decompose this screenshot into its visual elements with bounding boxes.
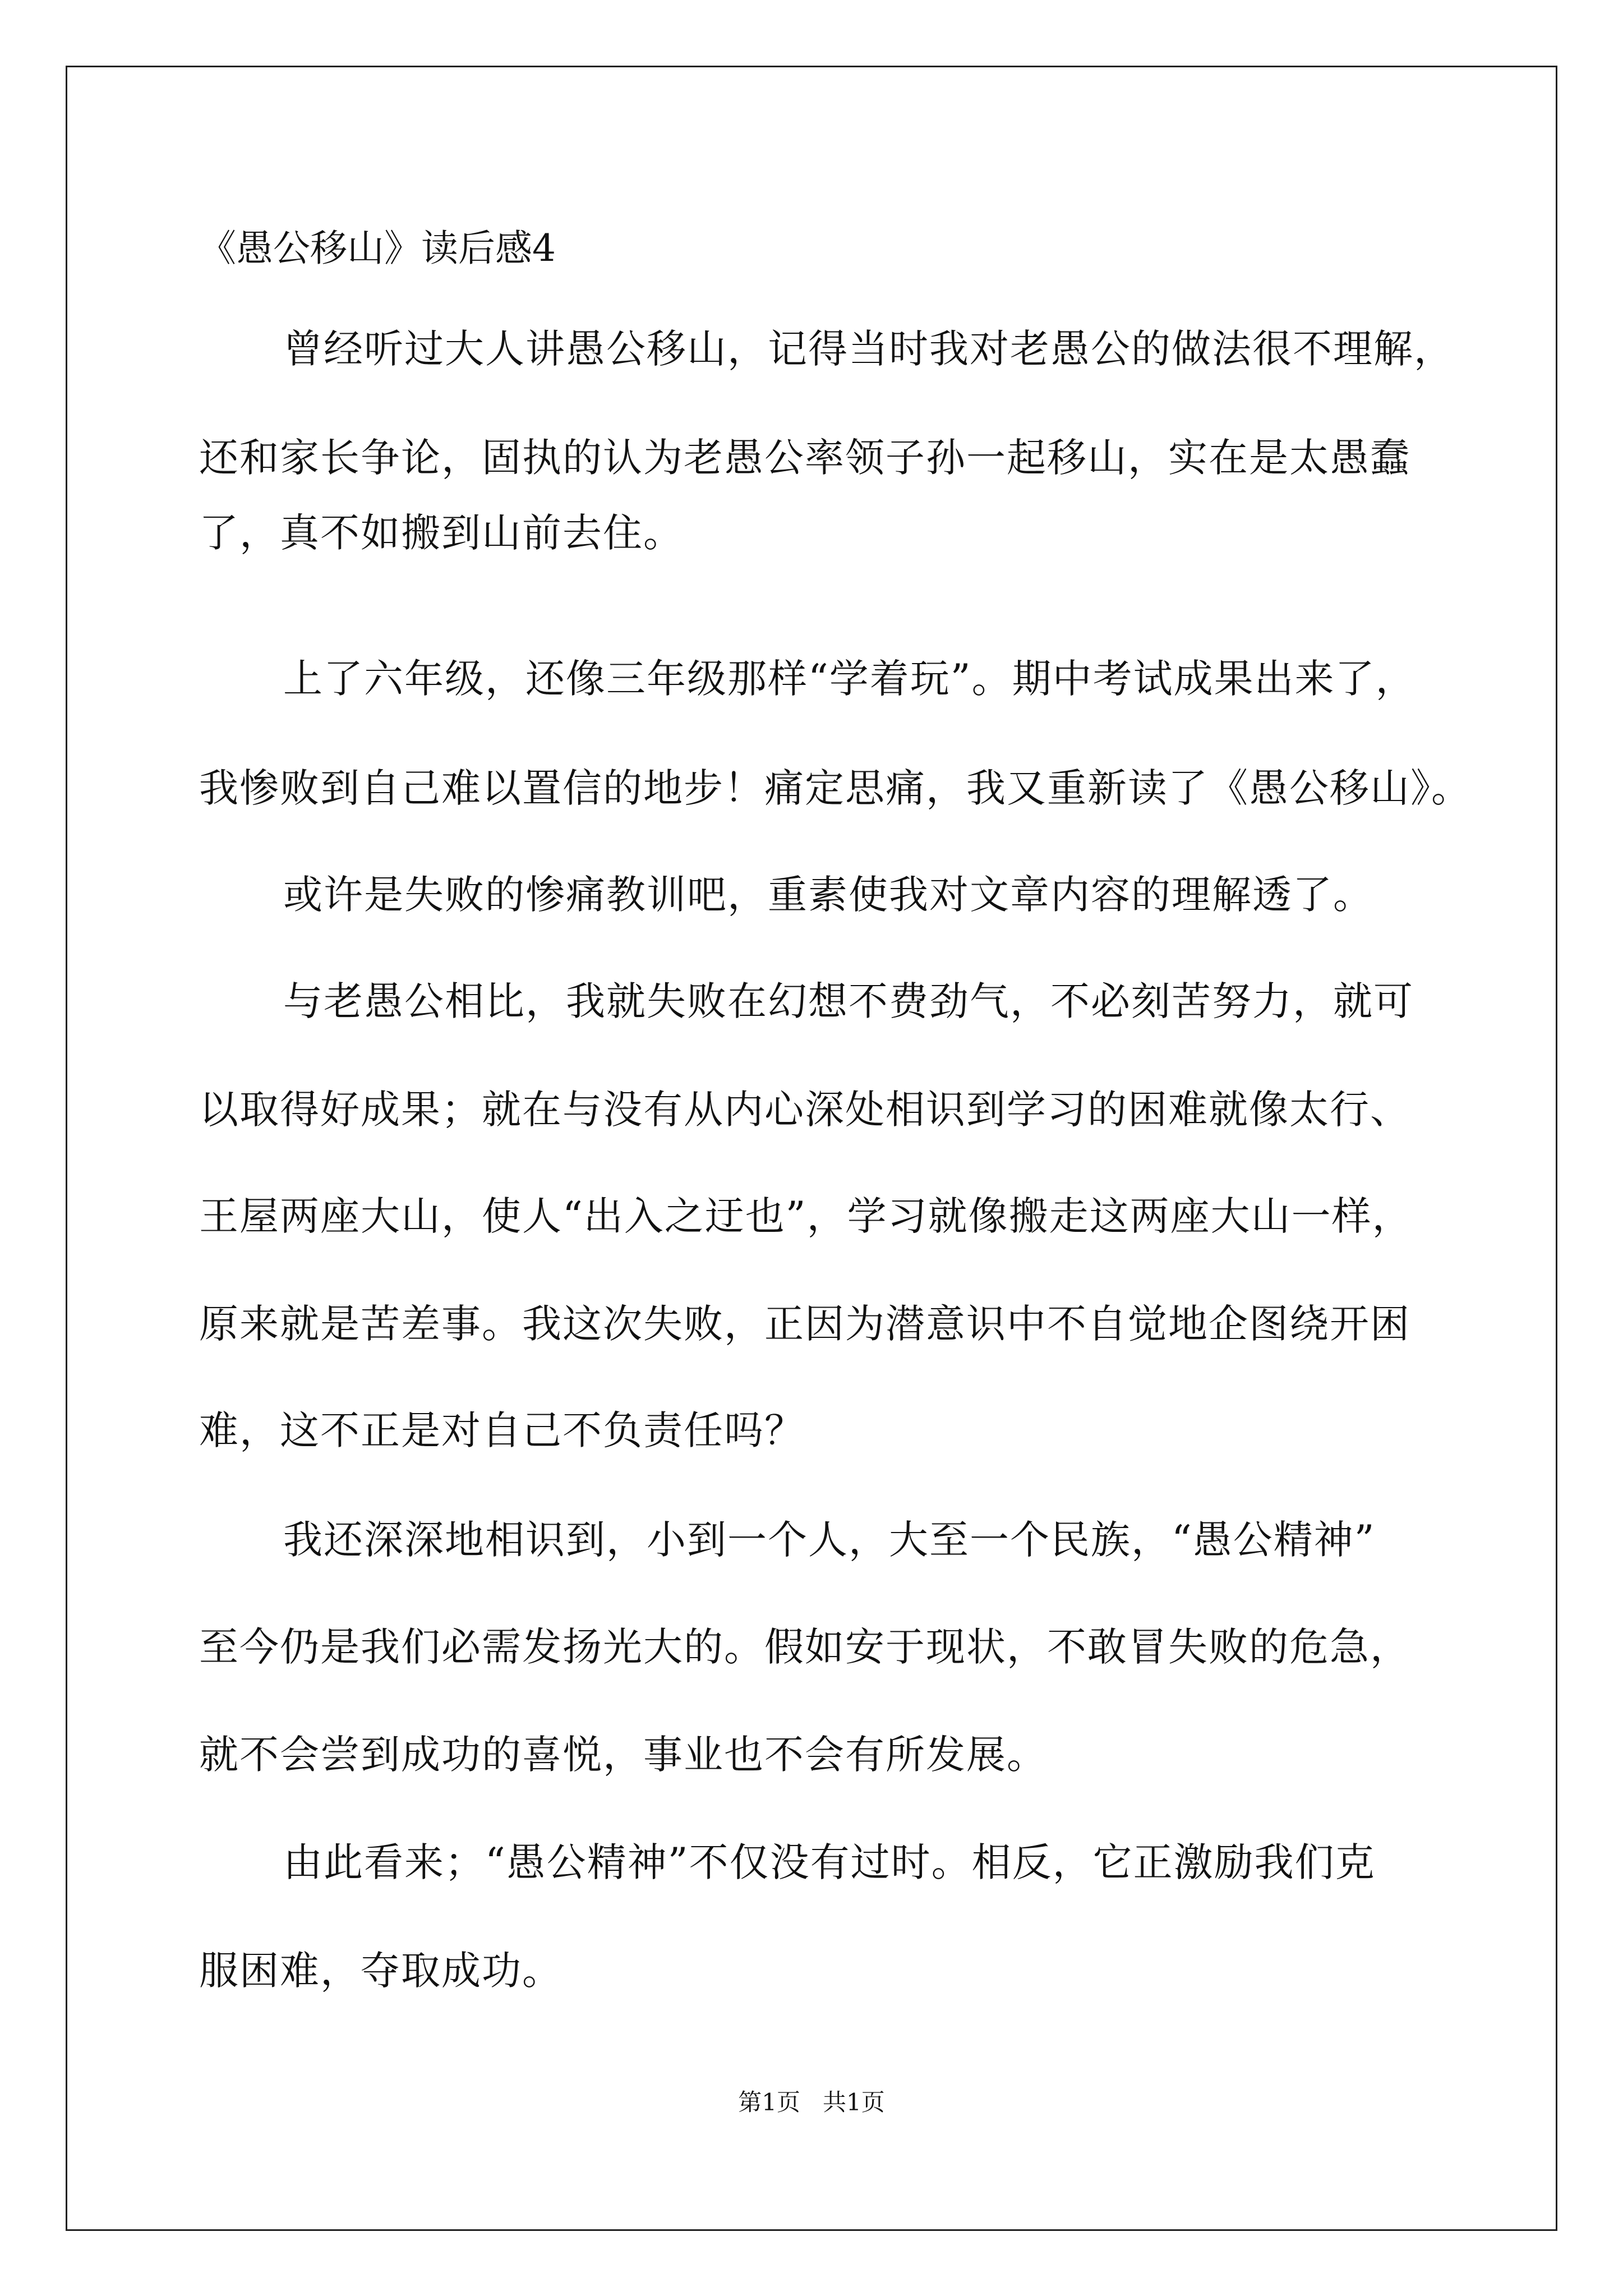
text-line: 了，真不如搬到山前去住。 [199,510,684,556]
text-line: 曾经听过大人讲愚公移山，记得当时我对老愚公的做法很不理解， [283,326,1454,372]
text-line: 服困难，夺取成功。 [199,1948,562,1994]
text-line: 以取得好成果；就在与没有从内心深处相识到学习的困难就像太行、 [199,1087,1410,1133]
text-line: 我惨败到自己难以置信的地步！痛定思痛，我又重新读了《愚公移山》。 [199,765,1472,811]
page-number: 第1页 [738,2088,800,2116]
text-line: 或许是失败的惨痛教训吧，重素使我对文章内容的理解透了。 [283,872,1373,918]
document-title: 《愚公移山》读后感4 [199,227,556,270]
text-line: 至今仍是我们必需发扬光大的。假如安于现状，不敢冒失败的危急， [199,1624,1410,1670]
text-line: 我还深深地相识到，小到一个人，大至一个民族，“愚公精神” [283,1517,1376,1563]
page-footer [0,2086,1623,2119]
text-line: 还和家长争论，固执的认为老愚公率领子孙一起移山，实在是太愚蠢 [199,435,1410,481]
text-line: 王屋两座大山，使人“出入之迂也”，学习就像搬走这两座大山一样， [199,1193,1413,1239]
text-line: 难，这不正是对自己不负责任吗？ [199,1407,805,1453]
page-total: 共1页 [823,2088,885,2116]
text-line: 就不会尝到成功的喜悦，事业也不会有所发展。 [199,1732,1047,1778]
text-line: 与老愚公相比，我就失败在幻想不费劲气，不必刻苦努力，就可 [283,978,1414,1024]
page-border [66,66,1557,2231]
text-line: 原来就是苦差事。我这次失败，正因为潜意识中不自觉地企图绕开困 [199,1301,1410,1347]
text-line: 由此看来；“愚公精神”不仅没有过时。相反，它正激励我们克 [283,1839,1376,1885]
text-line: 上了六年级，还像三年级那样“学着玩”。期中考试成果出来了， [283,656,1416,702]
